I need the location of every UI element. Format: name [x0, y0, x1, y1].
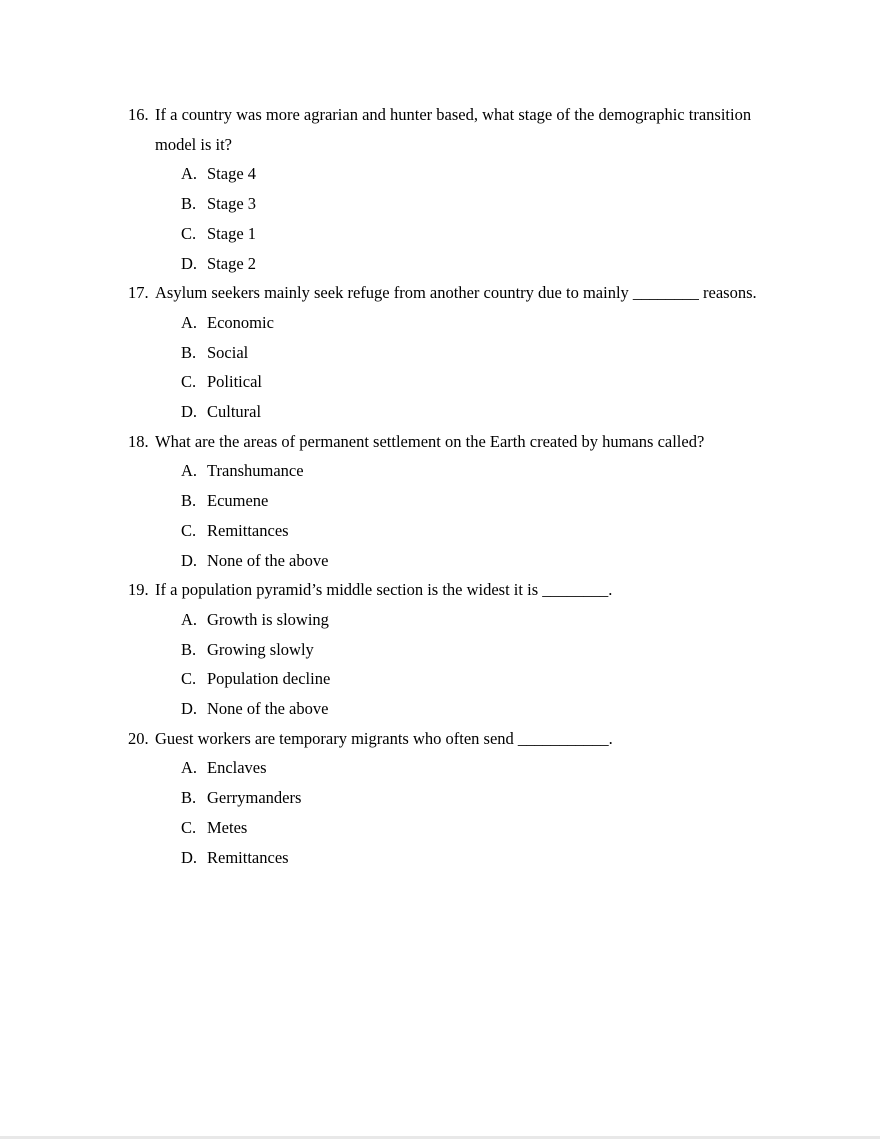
answer-option	[181, 219, 788, 249]
question-list	[128, 100, 788, 872]
question-number: 16.	[128, 105, 149, 124]
option-letter: B.	[181, 491, 197, 511]
option-text: Enclaves	[207, 758, 267, 778]
answer-option	[181, 605, 788, 635]
question-stem	[128, 575, 788, 605]
answer-option	[181, 546, 788, 576]
option-text: Remittances	[207, 847, 289, 867]
answer-options	[128, 308, 788, 427]
answer-option	[181, 338, 788, 368]
question-stem	[128, 100, 788, 159]
question-16	[128, 100, 788, 278]
option-letter: D.	[181, 253, 198, 273]
option-letter: C.	[181, 520, 197, 540]
option-text: None of the above	[207, 699, 329, 719]
option-text: Economic	[207, 312, 274, 332]
question-stem	[128, 724, 788, 754]
option-letter: C.	[181, 817, 197, 837]
answer-option	[181, 635, 788, 665]
answer-option	[181, 516, 788, 546]
answer-option	[181, 694, 788, 724]
option-text: Stage 3	[207, 194, 257, 214]
question-text: If a country was more agrarian and hunter based, what stage of the demographic transition model is it?	[155, 105, 752, 154]
answer-option	[181, 308, 788, 338]
option-letter: C.	[181, 372, 197, 392]
question-18	[128, 427, 788, 576]
option-letter: A.	[181, 312, 198, 332]
option-letter: B.	[181, 788, 197, 808]
answer-option	[181, 367, 788, 397]
answer-option	[181, 843, 788, 873]
answer-option	[181, 783, 788, 813]
answer-option	[181, 249, 788, 279]
answer-option	[181, 486, 788, 516]
answer-option	[181, 664, 788, 694]
option-letter: B.	[181, 194, 197, 214]
answer-options	[128, 456, 788, 575]
option-letter: A.	[181, 461, 198, 481]
option-text: Transhumance	[207, 461, 304, 481]
option-text: Social	[207, 342, 249, 362]
answer-option	[181, 189, 788, 219]
option-letter: B.	[181, 342, 197, 362]
answer-option	[181, 753, 788, 783]
answer-option	[181, 159, 788, 189]
question-text: What are the areas of permanent settlement on the Earth created by humans called?	[155, 431, 705, 451]
question-text: If a population pyramid’s middle section is the widest it is ________.	[155, 580, 613, 600]
question-text: Asylum seekers mainly seek refuge from another country due to mainly ________ reasons.	[155, 283, 757, 303]
option-letter: B.	[181, 639, 197, 659]
option-text: Cultural	[207, 402, 262, 422]
answer-option	[181, 813, 788, 843]
option-letter: A.	[181, 164, 198, 184]
option-text: Growing slowly	[207, 639, 314, 659]
option-letter: A.	[181, 609, 198, 629]
question-number: 20.	[128, 728, 149, 748]
option-text: Stage 1	[207, 223, 257, 243]
answer-options	[128, 753, 788, 872]
option-text: Population decline	[207, 669, 331, 689]
question-17	[128, 278, 788, 427]
option-letter: C.	[181, 223, 197, 243]
option-text: Political	[207, 372, 262, 392]
question-number: 19.	[128, 580, 149, 600]
answer-option	[181, 397, 788, 427]
option-text: Metes	[207, 817, 248, 837]
option-text: Stage 4	[207, 164, 257, 184]
option-text: Growth is slowing	[207, 609, 329, 629]
question-20	[128, 724, 788, 873]
question-stem	[128, 427, 788, 457]
question-text: Guest workers are temporary migrants who often send ___________.	[155, 728, 613, 748]
option-text: Stage 2	[207, 253, 257, 273]
option-letter: D.	[181, 847, 198, 867]
option-letter: D.	[181, 699, 198, 719]
option-text: Remittances	[207, 520, 289, 540]
option-text: Ecumene	[207, 491, 269, 511]
option-letter: C.	[181, 669, 197, 689]
question-19	[128, 575, 788, 724]
option-letter: D.	[181, 402, 198, 422]
question-number: 18.	[128, 431, 149, 451]
answer-options	[128, 605, 788, 724]
answer-options	[128, 159, 788, 278]
option-text: Gerrymanders	[207, 788, 302, 808]
option-letter: D.	[181, 550, 198, 570]
option-letter: A.	[181, 758, 198, 778]
answer-option	[181, 456, 788, 486]
option-text: None of the above	[207, 550, 329, 570]
question-number: 17.	[128, 283, 149, 303]
question-stem	[128, 278, 788, 308]
